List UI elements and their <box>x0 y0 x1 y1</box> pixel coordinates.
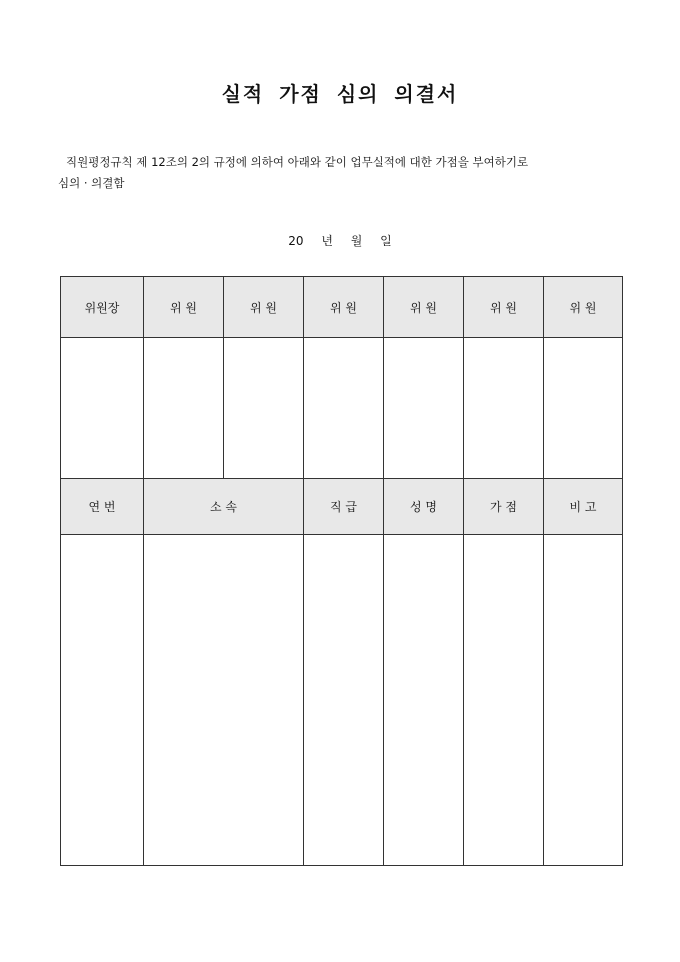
committee-member-header: 위 원 <box>464 277 544 338</box>
committee-header-row <box>61 277 623 338</box>
department-header: 소 속 <box>144 479 304 535</box>
remarks-header: 비 고 <box>544 479 623 535</box>
serial-number-cell[interactable] <box>61 535 144 866</box>
name-cell[interactable] <box>384 535 464 866</box>
signature-cell[interactable] <box>224 338 304 479</box>
records-entry-row <box>61 535 623 866</box>
resolution-text-line2: 심의 · 의결함 <box>58 176 125 190</box>
department-cell[interactable] <box>144 535 304 866</box>
signature-cell[interactable] <box>384 338 464 479</box>
committee-member-header: 위 원 <box>384 277 464 338</box>
committee-member-header: 위 원 <box>224 277 304 338</box>
position-cell[interactable] <box>304 535 384 866</box>
name-header: 성 명 <box>384 479 464 535</box>
bonus-points-cell[interactable] <box>464 535 544 866</box>
committee-member-header: 위 원 <box>304 277 384 338</box>
resolution-text-line1: 직원평정규칙 제 12조의 2의 규정에 의하여 아래와 같이 업무실적에 대한 가점을 부여하기로 <box>66 155 529 169</box>
resolution-text <box>58 152 628 194</box>
resolution-table <box>60 276 623 866</box>
records-header-row <box>61 479 623 535</box>
date-line: 20 년 월 일 <box>288 234 392 248</box>
signature-cell[interactable] <box>464 338 544 479</box>
signature-cell[interactable] <box>544 338 623 479</box>
position-header: 직 급 <box>304 479 384 535</box>
committee-member-header: 위 원 <box>544 277 623 338</box>
signature-row <box>61 338 623 479</box>
serial-number-header: 연 번 <box>61 479 144 535</box>
remarks-cell[interactable] <box>544 535 623 866</box>
committee-chair-header: 위원장 <box>61 277 144 338</box>
bonus-points-header: 가 점 <box>464 479 544 535</box>
committee-member-header: 위 원 <box>144 277 224 338</box>
signature-cell[interactable] <box>304 338 384 479</box>
signature-cell[interactable] <box>144 338 224 479</box>
document-title: 실적 가점 심의 의결서 <box>221 82 459 106</box>
signature-cell[interactable] <box>61 338 144 479</box>
